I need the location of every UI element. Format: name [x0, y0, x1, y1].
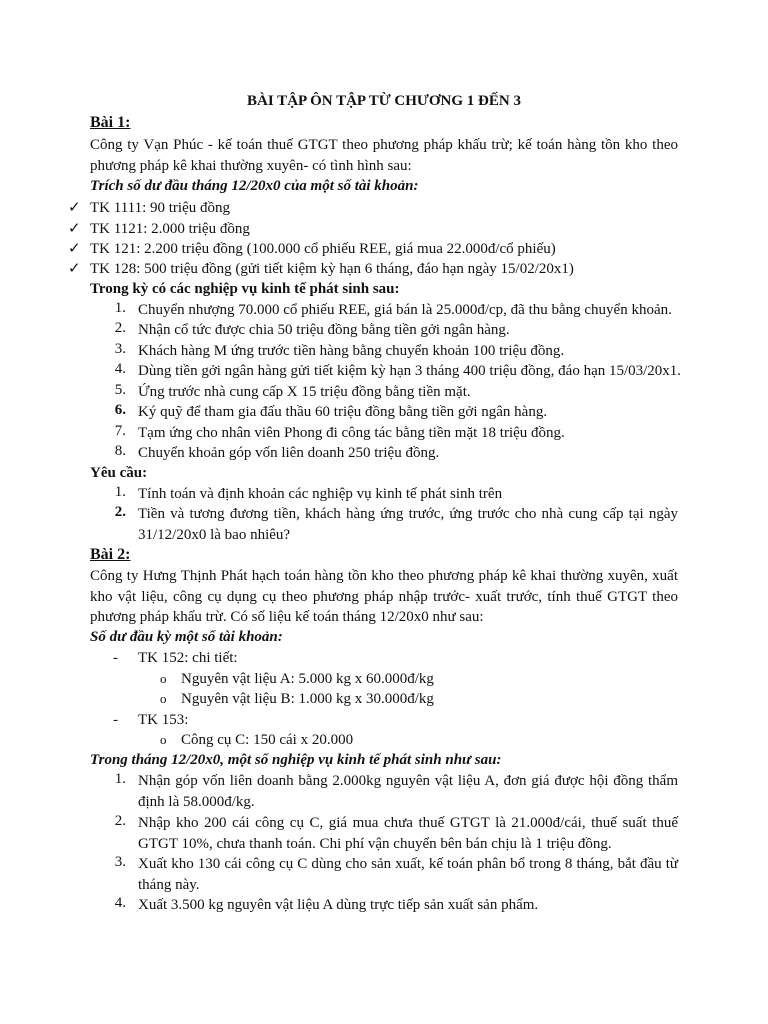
dash-bullet: -	[113, 650, 118, 666]
bai1-balances-heading: Trích số dư đầu tháng 12/20x0 của một số tài khoản:	[90, 178, 419, 194]
list-number: 1.	[114, 484, 126, 500]
bai2-account-detail: Nguyên vật liệu B: 1.000 kg x 30.000đ/kg	[181, 691, 434, 707]
bai1-transaction: Nhận cổ tức được chia 50 triệu đồng bằng tiền gởi ngân hàng.	[138, 322, 510, 338]
bai2-transaction: Xuất kho 130 cái công cụ C dùng cho sản xuất, kế toán phân bổ trong 8 tháng, bắt đầu từ tháng này.	[138, 856, 678, 893]
list-number: 1.	[114, 300, 126, 316]
bai1-requirement: Tiền và tương đương tiền, khách hàng ứng trước, ứng trước cho nhà cung cấp tại ngày 31/12/20x0 là bao nhiêu?	[138, 506, 678, 543]
bai1-transaction: Tạm ứng cho nhân viên Phong đi công tác bằng tiền mặt 18 triệu đồng.	[138, 425, 565, 441]
bai2-account-detail: Công cụ C: 150 cái x 20.000	[181, 732, 354, 748]
bai1-transaction: Khách hàng M ứng trước tiền hàng bằng chuyển khoản 100 triệu đồng.	[138, 343, 565, 359]
list-number: 8.	[114, 443, 126, 459]
list-number: 4.	[114, 895, 126, 911]
bai2-transaction: Nhập kho 200 cái công cụ C, giá mua chưa thuế GTGT là 21.000đ/cái, thuế suất thuế GTGT 10%, chưa thanh toán. Chi phí vận chuyển bên bán chịu là 1 triệu đồng.	[138, 815, 678, 852]
bai1-transaction: Ứng trước nhà cung cấp X 15 triệu đồng bằng tiền mặt.	[138, 384, 471, 400]
check-icon: ✓	[68, 200, 81, 216]
bai1-transaction: Chuyển nhượng 70.000 cổ phiếu REE, giá bán là 25.000đ/cp, đã thu bằng chuyển khoản.	[138, 302, 672, 318]
bai1-transaction: Ký quỹ để tham gia đấu thầu 60 triệu đồng bằng tiền gởi ngân hàng.	[138, 404, 548, 420]
check-icon: ✓	[68, 221, 81, 237]
bai2-transactions-heading: Trong tháng 12/20x0, một số nghiệp vụ kinh tế phát sinh như sau:	[90, 752, 502, 768]
bai1-intro: Công ty Vạn Phúc - kế toán thuế GTGT theo phương pháp khấu trừ; kế toán hàng tồn kho theo phương pháp kê khai thường xuyên- có tình hình sau:	[90, 137, 678, 174]
bai1-transactions-heading: Trong kỳ có các nghiệp vụ kinh tế phát sinh sau:	[90, 281, 400, 297]
list-number: 3.	[114, 854, 126, 870]
bai2-account-detail: Nguyên vật liệu A: 5.000 kg x 60.000đ/kg	[181, 671, 434, 687]
bai1-balance-item: TK 1121: 2.000 triệu đồng	[90, 221, 250, 237]
document-title: BÀI TẬP ÔN TẬP TỪ CHƯƠNG 1 ĐẾN 3	[247, 93, 521, 109]
list-number: 5.	[114, 382, 126, 398]
bai1-transaction: Dùng tiền gởi ngân hàng gửi tiết kiệm kỳ hạn 3 tháng 400 triệu đồng, đáo hạn 15/03/20x1.	[138, 363, 682, 379]
bai2-heading: Bài 2:	[90, 546, 131, 563]
list-number: 2.	[114, 320, 126, 336]
bai1-requirements-heading: Yêu cầu:	[90, 465, 148, 481]
dash-bullet: -	[113, 712, 118, 728]
circle-bullet: o	[160, 732, 167, 747]
bai1-balance-item: TK 128: 500 triệu đồng (gửi tiết kiệm kỳ hạn 6 tháng, đáo hạn ngày 15/02/20x1)	[90, 261, 574, 277]
bai2-transaction: Xuất 3.500 kg nguyên vật liệu A dùng trực tiếp sản xuất sản phẩm.	[138, 897, 539, 913]
list-number: 2.	[114, 813, 126, 829]
bai1-balance-item: TK 121: 2.200 triệu đồng (100.000 cổ phiếu REE, giá mua 22.000đ/cổ phiếu)	[90, 241, 556, 257]
check-icon: ✓	[68, 241, 81, 257]
list-number: 2.	[114, 504, 126, 520]
list-number: 1.	[114, 771, 126, 787]
bai1-transaction: Chuyển khoản góp vốn liên doanh 250 triệu đồng.	[138, 445, 440, 461]
list-number: 3.	[114, 341, 126, 357]
bai2-account: TK 153:	[138, 712, 189, 728]
bai2-transaction: Nhận góp vốn liên doanh bằng 2.000kg nguyên vật liệu A, đơn giá được hội đồng thẩm định là 58.000đ/kg.	[138, 773, 678, 810]
bai2-intro: Công ty Hưng Thịnh Phát hạch toán hàng tồn kho theo phương pháp kê khai thường xuyên, xuất kho vật liệu, công cụ dụng cụ theo phương pháp nhập trước- xuất trước, tính thuế GTGT theo phương pháp khấu trừ. Có số liệu kế toán tháng 12/20x0 như sau:	[90, 568, 678, 625]
list-number: 6.	[114, 402, 126, 418]
bai2-balances-heading: Số dư đầu kỳ một số tài khoản:	[90, 629, 283, 645]
bai1-balance-item: TK 1111: 90 triệu đồng	[90, 200, 230, 216]
bai2-account: TK 152: chi tiết:	[138, 650, 238, 666]
circle-bullet: o	[160, 691, 167, 706]
check-icon: ✓	[68, 261, 81, 277]
bai1-requirement: Tính toán và định khoản các nghiệp vụ kinh tế phát sinh trên	[138, 486, 503, 502]
circle-bullet: o	[160, 671, 167, 686]
list-number: 7.	[114, 423, 126, 439]
list-number: 4.	[114, 361, 126, 377]
bai1-heading: Bài 1:	[90, 114, 131, 131]
